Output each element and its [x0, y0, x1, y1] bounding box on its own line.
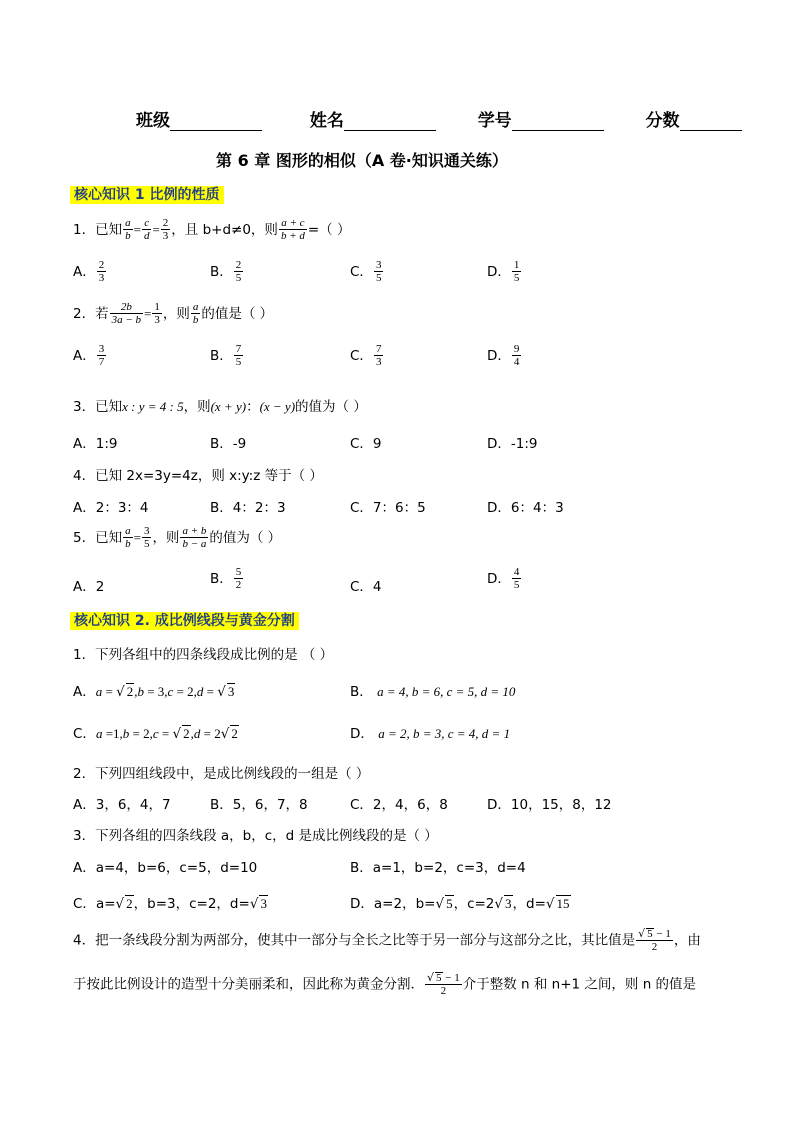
question-2-4-line2: 于按此比例设计的造型十分美丽柔和，因此称为黄金分割． $\frac{√ 5 - 1}{2}$ 介于整数 n 和 n+1 之间，则 n 的值是	[73, 971, 697, 997]
option-2-2-a[interactable]: A．3，6，4，7	[73, 797, 171, 813]
option-2-3-c[interactable]: C．a=√ 2，b=3，c=2，d=√ 3	[73, 896, 267, 912]
option-1-4-c[interactable]: C．7：6：5	[350, 500, 426, 516]
name-label: 姓名	[309, 111, 344, 131]
option-2-2-b[interactable]: B．5，6，7，8	[210, 797, 308, 813]
option-2-1-d[interactable]: D． a = 2, b = 3, c = 4, d = 1	[350, 726, 511, 742]
question-1-2: 2．若 $\frac{2b}{3a - b}$ = $\frac{1}{3}$ ，则 $\frac{a}{b}$ 的值是（ ）	[73, 301, 274, 326]
student-info-header	[136, 106, 742, 131]
question-1-3: 3．已知x : y = 4 : 5，则(x + y)：(x − y)的值为（ ）	[73, 399, 367, 415]
option-2-1-c[interactable]: C．a =1,b = 2,c = √ 2,d = 2√ 2	[73, 726, 238, 742]
question-2-2: 2．下列四组线段中，是成比例线段的一组是（ ）	[73, 766, 370, 782]
option-1-5-d[interactable]: D． $\frac{4}{5}$	[487, 566, 520, 591]
option-1-4-d[interactable]: D．6：4：3	[487, 500, 564, 516]
question-2-4-line1: 4．把一条线段分割为两部分，使其中一部分与全长之比等于另一部分与这部分之比，其比值是 $\frac{√ 5 - 1}{2}$ ，由	[73, 927, 701, 953]
option-1-2-a[interactable]: A． $\frac{3}{7}$	[73, 343, 105, 368]
option-2-2-d[interactable]: D．10，15，8，12	[487, 797, 612, 813]
question-1-4: 4．已知 2x=3y=4z，则 x:y:z 等于（ ）	[73, 468, 323, 484]
option-1-5-c[interactable]: C．4	[350, 579, 382, 595]
option-1-1-c[interactable]: C． $\frac{3}{5}$	[350, 259, 382, 284]
option-1-4-b[interactable]: B．4：2：3	[210, 500, 286, 516]
option-1-3-a[interactable]: A．1:9	[73, 436, 118, 452]
name-blank[interactable]	[344, 112, 436, 131]
option-1-4-a[interactable]: A．2：3：4	[73, 500, 149, 516]
option-2-3-d[interactable]: D．a=2，b=√ 5，c=2√ 3，d=√ 15	[350, 896, 570, 912]
option-1-1-b[interactable]: B． $\frac{2}{5}$	[210, 259, 242, 284]
section-heading-1: 核心知识 1 比例的性质	[70, 186, 224, 204]
question-2-3: 3．下列各组的四条线段 a，b，c，d 是成比例线段的是（ ）	[73, 828, 438, 844]
option-1-3-c[interactable]: C．9	[350, 436, 382, 452]
question-1-1: 1．已知 $\frac{a}{b}$ = $\frac{c}{d}$ = $\frac{2}{3}$ ，且 b+d≠0，则 $\frac{a + c}{b + d}$ =（ ）	[73, 217, 351, 242]
option-1-2-d[interactable]: D． $\frac{9}{4}$	[487, 343, 520, 368]
option-1-1-a[interactable]: A． $\frac{2}{3}$	[73, 259, 105, 284]
page-title: 第 6 章 图形的相似（A 卷·知识通关练）	[216, 151, 508, 170]
option-2-1-b[interactable]: B． a = 4, b = 6, c = 5, d = 10	[350, 684, 516, 700]
score-label: 分数	[645, 111, 680, 131]
option-1-2-b[interactable]: B． $\frac{7}{5}$	[210, 343, 242, 368]
score-blank[interactable]	[680, 112, 742, 131]
option-2-3-a[interactable]: A．a=4，b=6，c=5，d=10	[73, 860, 258, 876]
option-2-1-a[interactable]: A．a = √ 2,b = 3,c = 2,d = √ 3	[73, 684, 235, 700]
option-1-2-c[interactable]: C． $\frac{7}{3}$	[350, 343, 382, 368]
id-label: 学号	[477, 111, 512, 131]
option-1-5-a[interactable]: A．2	[73, 579, 105, 595]
option-1-3-d[interactable]: D．-1:9	[487, 436, 538, 452]
section-heading-2: 核心知识 2. 成比例线段与黄金分割	[70, 612, 299, 630]
question-1-5: 5．已知 $\frac{a}{b}$ = $\frac{3}{5}$ ，则 $\frac{a + b}{b - a}$ 的值为（ ）	[73, 525, 282, 550]
question-2-1: 1．下列各组中的四条线段成比例的是 （ ）	[73, 647, 334, 663]
option-1-1-d[interactable]: D． $\frac{1}{5}$	[487, 259, 520, 284]
option-2-2-c[interactable]: C．2，4，6，8	[350, 797, 448, 813]
class-blank[interactable]	[170, 112, 262, 131]
option-1-3-b[interactable]: B．-9	[210, 436, 247, 452]
option-2-3-b[interactable]: B．a=1，b=2，c=3，d=4	[350, 860, 526, 876]
option-1-5-b[interactable]: B． $\frac{5}{2}$	[210, 566, 242, 591]
class-label: 班级	[136, 111, 170, 131]
id-blank[interactable]	[512, 112, 604, 131]
